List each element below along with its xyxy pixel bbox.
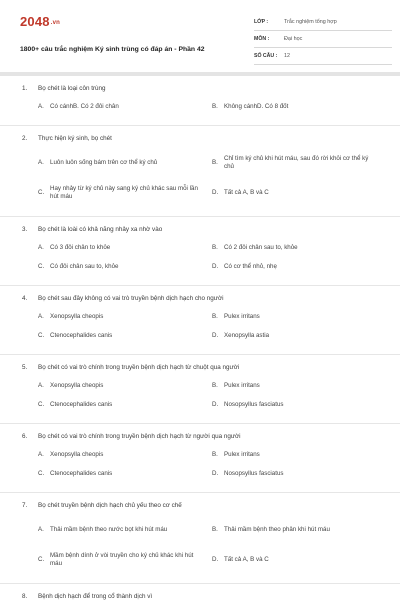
meta-value: Đại học	[284, 36, 303, 42]
option-text: Hay nhảy từ ký chủ này sang ký chủ khác sau mỗi lần hút máu	[50, 184, 198, 200]
question-stem	[22, 126, 380, 144]
logo-text: 2048	[20, 14, 50, 29]
question-item	[0, 355, 400, 423]
question-stem	[22, 493, 380, 511]
answer-option[interactable]	[212, 396, 384, 415]
answer-option[interactable]	[212, 239, 384, 258]
answer-option[interactable]	[38, 327, 210, 346]
option-letter: B.	[212, 158, 218, 166]
meta-key: LỚP :	[254, 19, 269, 25]
question-stem	[22, 355, 380, 373]
answer-option[interactable]	[38, 465, 210, 484]
option-letter: B.	[212, 313, 218, 321]
option-letter: B.	[212, 451, 218, 459]
answer-option[interactable]	[38, 98, 210, 117]
answer-option[interactable]	[212, 377, 384, 396]
question-item	[0, 584, 400, 600]
answer-option[interactable]	[212, 465, 384, 484]
option-letter: D.	[212, 401, 219, 409]
answer-option[interactable]	[38, 446, 210, 465]
option-text: Không cánhD. Có 8 đốt	[224, 103, 289, 111]
option-text: Xenopsylla cheopis	[50, 451, 104, 459]
answer-option[interactable]	[212, 515, 384, 545]
option-letter: A.	[38, 244, 44, 252]
option-text: Có 3 đôi chân to khỏe	[50, 244, 111, 252]
option-letter: C.	[38, 188, 45, 196]
option-letter: B.	[212, 382, 218, 390]
question-stem	[22, 584, 380, 600]
answer-options	[22, 511, 380, 583]
option-letter: D.	[212, 188, 219, 196]
answer-option[interactable]	[38, 396, 210, 415]
option-letter: C.	[38, 401, 45, 409]
option-text: Thải mầm bệnh theo nước bọt khi hút máu	[50, 525, 168, 533]
question-list	[0, 76, 400, 600]
question-stem	[22, 76, 380, 94]
question-item	[0, 424, 400, 492]
question-number: 3.	[22, 225, 28, 233]
option-text: Chỉ tìm ký chủ khi hút máu, sau đó rời khỏi cơ thể ký chủ	[224, 154, 369, 170]
option-text: Xenopsylla astia	[224, 332, 270, 340]
option-text: Pulex irritans	[224, 382, 260, 390]
option-letter: B.	[212, 244, 218, 252]
option-text: Tất cả A, B và C	[224, 555, 269, 563]
option-letter: D.	[212, 470, 219, 478]
option-letter: A.	[38, 313, 44, 321]
option-letter: D.	[212, 555, 219, 563]
answer-options	[22, 442, 380, 492]
question-text: Bọ chét có vai trò chính trong truyền bệnh dịch hạch từ người qua người	[38, 432, 241, 440]
meta-row-subject	[254, 31, 392, 48]
answer-option[interactable]	[212, 178, 384, 208]
meta-key: MÔN :	[254, 36, 270, 42]
answer-option[interactable]	[212, 148, 384, 178]
answer-option[interactable]	[212, 327, 384, 346]
option-letter: D.	[212, 263, 219, 271]
option-letter: B.	[212, 525, 218, 533]
option-text: Có cánhB. Có 2 đôi chân	[50, 103, 119, 111]
option-letter: B.	[212, 103, 218, 111]
meta-value: Trắc nghiệm tổng hợp	[284, 19, 337, 25]
document-title: 1800+ câu trắc nghiệm Ký sinh trùng có đáp án - Phần 42	[20, 46, 205, 53]
question-text: Bọ chét sau đây không có vai trò truyền bệnh dịch hạch cho người	[38, 294, 224, 302]
option-text: Xenopsylla cheopis	[50, 382, 104, 390]
answer-options	[22, 373, 380, 423]
option-text: Pulex irritans	[224, 313, 260, 321]
option-text: Ctenocephalides canis	[50, 332, 113, 340]
option-text: Thải mầm bệnh theo phân khi hút máu	[224, 525, 330, 533]
question-text: Bọ chét truyền bệnh dịch hạch chủ yếu theo cơ chế	[38, 501, 182, 509]
question-number: 7.	[22, 501, 28, 509]
question-stem	[22, 424, 380, 442]
option-letter: A.	[38, 382, 44, 390]
option-letter: D.	[212, 332, 219, 340]
question-number: 4.	[22, 294, 28, 302]
answer-option[interactable]	[212, 98, 384, 117]
question-number: 2.	[22, 134, 28, 142]
question-text: Bọ chét có vai trò chính trong truyền bệnh dịch hạch từ chuột qua người	[38, 363, 240, 371]
document-meta	[254, 14, 392, 65]
option-text: Nosopsyllus fasciatus	[224, 401, 284, 409]
question-item	[0, 126, 400, 216]
option-letter: C.	[38, 555, 45, 563]
answer-option[interactable]	[212, 446, 384, 465]
option-text: Ctenocephalides canis	[50, 470, 113, 478]
option-text: Luôn luôn sống bám trên cơ thể ký chủ	[50, 158, 158, 166]
question-number: 5.	[22, 363, 28, 371]
meta-key: SỐ CÂU :	[254, 53, 278, 59]
question-number: 6.	[22, 432, 28, 440]
question-item	[0, 286, 400, 354]
option-letter: C.	[38, 470, 45, 478]
answer-options	[22, 235, 380, 285]
option-letter: A.	[38, 158, 44, 166]
question-number: 8.	[22, 592, 28, 600]
option-text: Có cơ thể nhỏ, nhẹ	[224, 263, 277, 271]
option-letter: C.	[38, 263, 45, 271]
answer-option[interactable]	[38, 545, 210, 575]
option-letter: A.	[38, 103, 44, 111]
answer-option[interactable]	[38, 515, 210, 545]
answer-options	[22, 144, 380, 216]
option-text: Nosopsyllus fasciatus	[224, 470, 284, 478]
question-item	[0, 493, 400, 583]
meta-row-count	[254, 48, 392, 65]
answer-option[interactable]	[38, 178, 210, 208]
question-item	[0, 217, 400, 285]
answer-option[interactable]	[38, 377, 210, 396]
option-letter: A.	[38, 525, 44, 533]
option-text: Tất cả A, B và C	[224, 188, 269, 196]
answer-option[interactable]	[38, 239, 210, 258]
option-text: Mầm bệnh dính ở vòi truyền cho ký chủ khác khi hút máu	[50, 551, 194, 567]
question-text: Thực hiện ký sinh, bọ chét	[38, 134, 112, 142]
answer-option[interactable]	[38, 308, 210, 327]
question-text: Bọ chét là loài có khả năng nhảy xa nhờ vào	[38, 225, 163, 233]
question-stem	[22, 217, 380, 235]
option-letter: C.	[38, 332, 45, 340]
site-logo[interactable]	[20, 14, 60, 29]
answer-options	[22, 304, 380, 354]
question-stem	[22, 286, 380, 304]
option-text: Ctenocephalides canis	[50, 401, 113, 409]
question-item	[0, 76, 400, 125]
option-text: Có 2 đôi chân sau to, khỏe	[224, 244, 298, 252]
option-text: Xenopsylla cheopis	[50, 313, 104, 321]
answer-option[interactable]	[38, 258, 210, 277]
answer-option[interactable]	[212, 308, 384, 327]
meta-value: 12	[284, 53, 290, 59]
option-letter: A.	[38, 451, 44, 459]
question-number: 1.	[22, 84, 28, 92]
question-text: Bệnh dịch hạch để trong cổ thành dịch vì	[38, 592, 153, 600]
option-text: Có đôi chân sau to, khỏe	[50, 263, 119, 271]
logo-suffix: .vn	[50, 20, 61, 26]
answer-option[interactable]	[212, 258, 384, 277]
answer-options	[22, 94, 380, 125]
question-text: Bọ chét là loại côn trùng	[38, 84, 106, 92]
option-text: Pulex irritans	[224, 451, 260, 459]
meta-row-class	[254, 14, 392, 31]
answer-option[interactable]	[212, 545, 384, 575]
document-header	[14, 12, 386, 64]
answer-option[interactable]	[38, 148, 210, 178]
